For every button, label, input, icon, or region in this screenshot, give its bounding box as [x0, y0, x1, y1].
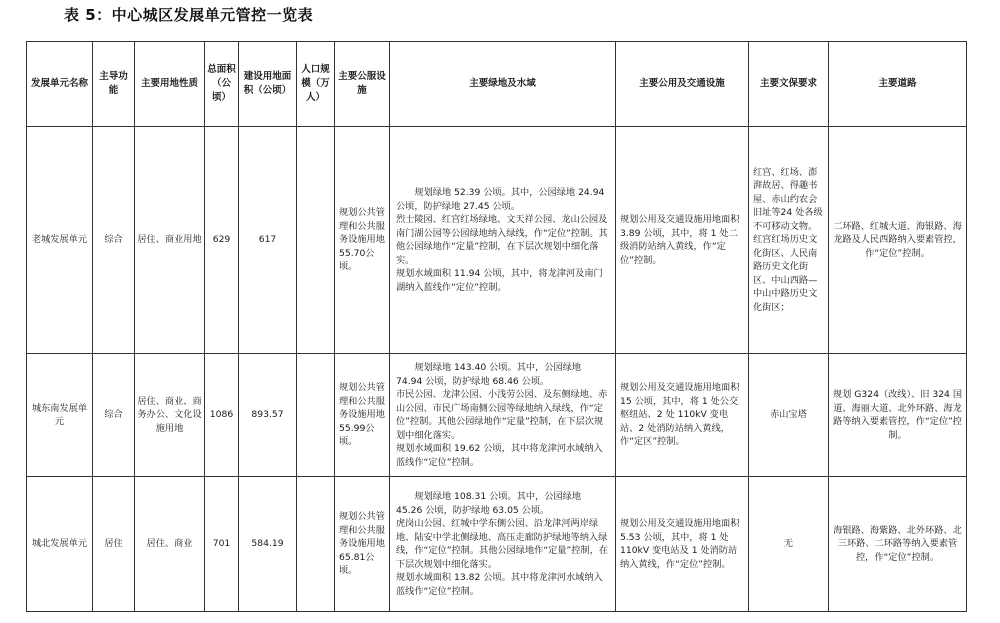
cell-construction-area: 893.57: [239, 354, 297, 477]
header-construction-area: 建设用地面积（公顷）: [239, 42, 297, 127]
table-caption: 表 5：中心城区发展单元管控一览表: [64, 6, 314, 24]
header-unit-name: 发展单元名称: [27, 42, 93, 127]
cell-green-water: [390, 354, 616, 477]
header-heritage: 主要文保要求: [749, 42, 829, 127]
development-unit-table: [26, 41, 967, 612]
cell-public-facilities: 规划公共管理和公共服务设施用地65.81公顷。: [335, 477, 390, 612]
cell-public-facilities: 规划公共管理和公共服务设施用地55.99公顷。: [335, 354, 390, 477]
header-green-water: 主要绿地及水域: [390, 42, 616, 127]
cell-total-area: 629: [205, 127, 239, 354]
header-function: 主导功能: [93, 42, 135, 127]
table-row: [27, 354, 967, 477]
cell-roads: 规划 G324（改线）、旧 324 国道、海丽大道、北外环路、海龙路等纳入要素管控，作“定位”控制。: [829, 354, 967, 477]
cell-utilities-transport: 规划公用及交通设施用地面积 3.89 公顷，其中，将 1 处二级消防站纳入黄线，作“定位”控制。: [616, 127, 749, 354]
cell-total-area: 1086: [205, 354, 239, 477]
cell-green-water: [390, 127, 616, 354]
green-water-paragraph: 市民公园、龙津公园、小浅劳公园、及东侧绿地、赤山公园、市民广场南侧公园等绿地纳入绿线，作“定位”控制。其他公园绿地作“定量”控制，在下层次规划中细化落实。: [396, 389, 608, 441]
cell-construction-area: 617: [239, 127, 297, 354]
cell-heritage: 无: [749, 477, 829, 612]
header-roads: 主要道路: [829, 42, 967, 127]
green-water-paragraph: 虎岗山公园、红城中学东侧公园、沿龙津河两岸绿地、陆安中学北侧绿地、高压走廊防护绿地等纳入绿线，作“定位”控制。其他公园绿地作“定量”控制，在下层次规划中细化落实。: [396, 518, 608, 570]
table-row: [27, 477, 967, 612]
cell-heritage: 赤山宝塔: [749, 354, 829, 477]
cell-land-use: 居住、商业: [135, 477, 205, 612]
cell-unit-name: 城东南发展单元: [27, 354, 93, 477]
header-row: [27, 42, 967, 127]
cell-roads: 海银路、海紫路、北外环路、北三环路、二环路等纳入要素管控，作“定位”控制。: [829, 477, 967, 612]
cell-construction-area: 584.19: [239, 477, 297, 612]
cell-function: 综合: [93, 127, 135, 354]
green-water-paragraph: 规划水域面积 19.62 公顷，其中将龙津河水域纳入蓝线作“定位”控制。: [396, 443, 603, 468]
cell-unit-name: 城北发展单元: [27, 477, 93, 612]
cell-total-area: 701: [205, 477, 239, 612]
header-population: 人口规模（万人）: [297, 42, 335, 127]
table-row: [27, 127, 967, 354]
cell-land-use: 居住、商业、商务办公、文化设施用地: [135, 354, 205, 477]
cell-green-water: [390, 477, 616, 612]
cell-function: 居住: [93, 477, 135, 612]
green-water-paragraph: 规划绿地 143.40 公顷。其中，公园绿地 74.94 公顷，防护绿地 68.46 公顷。: [396, 362, 582, 387]
green-water-paragraph: 规划水域面积 11.94 公顷，其中，将龙津河及南门湖纳入蓝线作“定位”控制。: [396, 268, 603, 293]
cell-public-facilities: 规划公共管理和公共服务设施用地55.70公顷。: [335, 127, 390, 354]
cell-unit-name: 老城发展单元: [27, 127, 93, 354]
header-public-facilities: 主要公服设施: [335, 42, 390, 127]
green-water-paragraph: 烈士陵园、红宫红场绿地、文天祥公园、龙山公园及南门湖公园等公园绿地纳入绿线，作“定位”控制。其他公园绿地作“定量”控制，在下层次规划中细化落实。: [396, 214, 608, 266]
header-total-area: 总面积（公顷）: [205, 42, 239, 127]
green-water-paragraph: 规划绿地 108.31 公顷。其中，公园绿地 45.26 公顷，防护绿地 63.05 公顷。: [396, 491, 582, 516]
header-utilities-transport: 主要公用及交通设施: [616, 42, 749, 127]
cell-population: [297, 354, 335, 477]
cell-roads: 二环路、红城大道、海银路、海龙路及人民西路纳入要素管控，作“定位”控制。: [829, 127, 967, 354]
cell-land-use: 居住、商业用地: [135, 127, 205, 354]
green-water-paragraph: 规划水域面积 13.82 公顷。其中将龙津河水域纳入蓝线作“定位”控制。: [396, 572, 603, 597]
cell-utilities-transport: 规划公用及交通设施用地面积 15 公顷，其中，将 1 处公交枢纽站、2 处 110kV 变电站、2 处消防站纳入黄线，作“定区”控制。: [616, 354, 749, 477]
cell-heritage: 红宫、红场、澎湃故居、得趣书屋、赤山约农会旧址等24 处各级不可移动文物。红宫红场历史文化街区、人民南路历史文化街区、中山西路—中山中路历史文化街区；: [749, 127, 829, 354]
cell-utilities-transport: 规划公用及交通设施用地面积 5.53 公顷，其中，将 1 处 110kV 变电站及 1 处消防站纳入黄线，作“定位”控制。: [616, 477, 749, 612]
cell-population: [297, 477, 335, 612]
cell-function: 综合: [93, 354, 135, 477]
header-land-use: 主要用地性质: [135, 42, 205, 127]
green-water-paragraph: 规划绿地 52.39 公顷。其中，公园绿地 24.94 公顷，防护绿地 27.45 公顷。: [396, 187, 605, 212]
cell-population: [297, 127, 335, 354]
